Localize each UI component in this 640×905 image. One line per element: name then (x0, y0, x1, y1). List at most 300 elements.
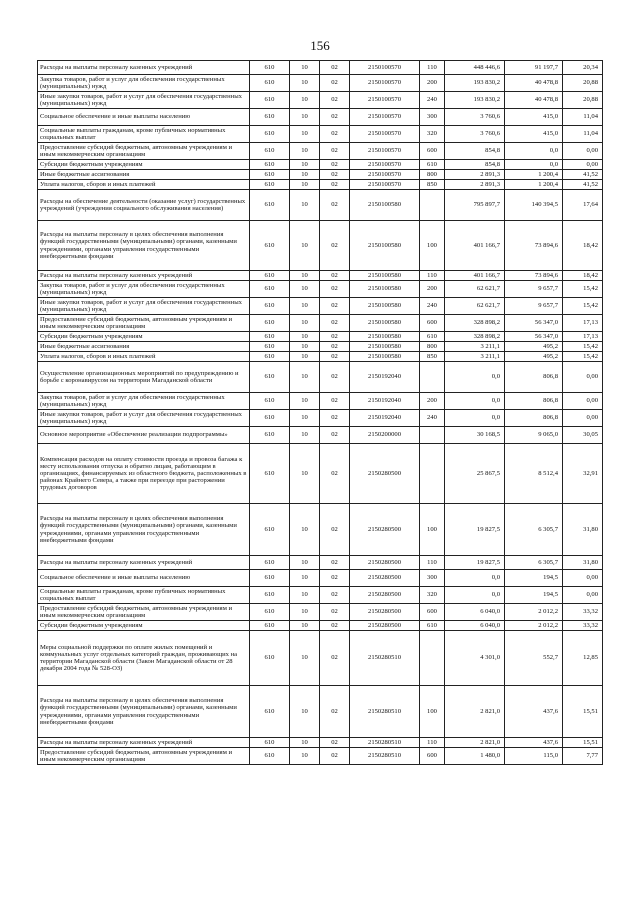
cell-target: 2150100570 (350, 126, 420, 143)
cell-subsection: 02 (320, 686, 350, 738)
cell-section: 10 (290, 298, 320, 315)
cell-name: Иные закупки товаров, работ и услуг для обеспечения государственных (муниципальных) нужд (38, 298, 250, 315)
cell-ministry: 610 (250, 281, 290, 298)
cell-plan: 328 898,2 (445, 315, 505, 332)
cell-section: 10 (290, 604, 320, 621)
cell-ministry: 610 (250, 170, 290, 180)
cell-section: 10 (290, 61, 320, 75)
cell-plan: 3 211,1 (445, 342, 505, 352)
table-row (38, 160, 603, 170)
cell-name: Субсидии бюджетным учреждениям (38, 332, 250, 342)
cell-percent: 17,13 (563, 315, 603, 332)
cell-actual: 9 657,7 (505, 281, 563, 298)
cell-target: 2150100580 (350, 298, 420, 315)
cell-name: Социальные выплаты гражданам, кроме публичных нормативных социальных выплат (38, 126, 250, 143)
page-number: 156 (310, 38, 330, 53)
cell-plan: 30 168,5 (445, 427, 505, 444)
cell-target: 2150100580 (350, 352, 420, 362)
cell-type: 100 (420, 221, 445, 271)
table-row (38, 315, 603, 332)
cell-section: 10 (290, 362, 320, 393)
cell-percent: 41,52 (563, 180, 603, 190)
cell-section: 10 (290, 686, 320, 738)
cell-section: 10 (290, 556, 320, 570)
cell-plan: 0,0 (445, 393, 505, 410)
cell-target: 2150100570 (350, 109, 420, 126)
cell-ministry: 610 (250, 271, 290, 281)
cell-name: Социальное обеспечение и иные выплаты населению (38, 570, 250, 587)
cell-percent: 31,80 (563, 504, 603, 556)
cell-type: 200 (420, 281, 445, 298)
cell-type: 240 (420, 298, 445, 315)
cell-actual: 91 197,7 (505, 61, 563, 75)
cell-actual: 415,0 (505, 126, 563, 143)
cell-type: 200 (420, 393, 445, 410)
cell-section: 10 (290, 109, 320, 126)
cell-target: 2150280500 (350, 504, 420, 556)
cell-ministry: 610 (250, 738, 290, 748)
cell-target: 2150100580 (350, 342, 420, 352)
cell-subsection: 02 (320, 393, 350, 410)
cell-actual: 495,2 (505, 352, 563, 362)
cell-target: 2150100580 (350, 315, 420, 332)
cell-percent: 41,52 (563, 170, 603, 180)
cell-target: 2150100580 (350, 281, 420, 298)
cell-subsection: 02 (320, 352, 350, 362)
cell-ministry: 610 (250, 556, 290, 570)
table-row (38, 332, 603, 342)
cell-percent: 15,42 (563, 281, 603, 298)
cell-percent: 15,42 (563, 352, 603, 362)
cell-section: 10 (290, 393, 320, 410)
cell-ministry: 610 (250, 126, 290, 143)
cell-type: 600 (420, 604, 445, 621)
table-row (38, 190, 603, 221)
cell-type: 100 (420, 686, 445, 738)
cell-target: 2150100580 (350, 271, 420, 281)
cell-plan: 3 211,1 (445, 352, 505, 362)
cell-section: 10 (290, 748, 320, 765)
cell-ministry: 610 (250, 143, 290, 160)
cell-type: 600 (420, 315, 445, 332)
cell-actual: 56 347,0 (505, 315, 563, 332)
cell-section: 10 (290, 281, 320, 298)
table-row (38, 109, 603, 126)
cell-subsection: 02 (320, 427, 350, 444)
cell-actual: 437,6 (505, 686, 563, 738)
cell-name: Предоставление субсидий бюджетным, автономным учреждениям и иным некоммерческим организациям (38, 315, 250, 332)
cell-plan: 448 446,6 (445, 61, 505, 75)
cell-actual: 9 657,7 (505, 298, 563, 315)
cell-actual: 495,2 (505, 342, 563, 352)
cell-plan: 854,8 (445, 143, 505, 160)
cell-name: Расходы на выплаты персоналу казенных учреждений (38, 271, 250, 281)
cell-section: 10 (290, 92, 320, 109)
cell-plan: 193 830,2 (445, 92, 505, 109)
cell-subsection: 02 (320, 281, 350, 298)
cell-target: 2150100570 (350, 75, 420, 92)
cell-section: 10 (290, 143, 320, 160)
cell-section: 10 (290, 332, 320, 342)
cell-plan: 6 040,0 (445, 621, 505, 631)
table-row (38, 631, 603, 686)
cell-actual: 0,0 (505, 160, 563, 170)
cell-subsection: 02 (320, 444, 350, 504)
cell-section: 10 (290, 160, 320, 170)
cell-ministry: 610 (250, 427, 290, 444)
table-row (38, 92, 603, 109)
cell-actual: 6 305,7 (505, 556, 563, 570)
cell-subsection: 02 (320, 298, 350, 315)
cell-type (420, 444, 445, 504)
cell-plan: 795 897,7 (445, 190, 505, 221)
table-row (38, 298, 603, 315)
cell-ministry: 610 (250, 221, 290, 271)
cell-type: 850 (420, 180, 445, 190)
cell-type: 100 (420, 504, 445, 556)
cell-plan: 0,0 (445, 410, 505, 427)
cell-name: Уплата налогов, сборов и иных платежей (38, 352, 250, 362)
cell-percent: 0,00 (563, 160, 603, 170)
table-row (38, 427, 603, 444)
cell-plan: 25 867,5 (445, 444, 505, 504)
cell-name: Предоставление субсидий бюджетным, автономным учреждениям и иным некоммерческим организациям (38, 604, 250, 621)
cell-target: 2150192040 (350, 393, 420, 410)
cell-plan: 401 166,7 (445, 221, 505, 271)
cell-subsection: 02 (320, 748, 350, 765)
cell-target: 2150280500 (350, 621, 420, 631)
cell-subsection: 02 (320, 410, 350, 427)
cell-actual: 8 512,4 (505, 444, 563, 504)
cell-type: 610 (420, 160, 445, 170)
cell-percent: 20,88 (563, 92, 603, 109)
cell-actual: 1 200,4 (505, 170, 563, 180)
cell-subsection: 02 (320, 92, 350, 109)
cell-ministry: 610 (250, 444, 290, 504)
cell-subsection: 02 (320, 190, 350, 221)
table-row (38, 342, 603, 352)
cell-ministry: 610 (250, 587, 290, 604)
table-row (38, 587, 603, 604)
cell-plan: 2 821,0 (445, 686, 505, 738)
cell-plan: 2 821,0 (445, 738, 505, 748)
cell-ministry: 610 (250, 61, 290, 75)
cell-target: 2150100580 (350, 190, 420, 221)
cell-target: 2150280500 (350, 556, 420, 570)
cell-name: Расходы на выплаты персоналу в целях обеспечения выполнения функций государственными (муниципальными) органами, казенными учреждениями, органами управления государственными внебюджетными фондами (38, 504, 250, 556)
cell-subsection: 02 (320, 587, 350, 604)
table-row (38, 352, 603, 362)
table-row (38, 748, 603, 765)
cell-actual: 194,5 (505, 587, 563, 604)
cell-subsection: 02 (320, 342, 350, 352)
cell-plan: 6 040,0 (445, 604, 505, 621)
cell-plan: 2 891,3 (445, 180, 505, 190)
cell-ministry: 610 (250, 332, 290, 342)
cell-name: Предоставление субсидий бюджетным, автономным учреждениям и иным некоммерческим организациям (38, 748, 250, 765)
cell-percent: 11,04 (563, 126, 603, 143)
cell-percent: 30,05 (563, 427, 603, 444)
cell-name: Социальные выплаты гражданам, кроме публичных нормативных социальных выплат (38, 587, 250, 604)
cell-percent: 0,00 (563, 143, 603, 160)
cell-type: 850 (420, 352, 445, 362)
cell-percent: 11,04 (563, 109, 603, 126)
cell-percent: 20,88 (563, 75, 603, 92)
cell-percent: 15,42 (563, 298, 603, 315)
cell-actual: 6 305,7 (505, 504, 563, 556)
cell-ministry: 610 (250, 75, 290, 92)
cell-ministry: 610 (250, 315, 290, 332)
cell-plan: 3 760,6 (445, 126, 505, 143)
cell-ministry: 610 (250, 109, 290, 126)
table-row (38, 738, 603, 748)
cell-name: Осуществление организационных мероприятий по предупреждению и борьбе с коронавирусом на территории Магаданской области (38, 362, 250, 393)
cell-type: 110 (420, 61, 445, 75)
cell-percent: 0,00 (563, 410, 603, 427)
cell-type: 320 (420, 587, 445, 604)
cell-target: 2150280500 (350, 444, 420, 504)
cell-target: 2150100570 (350, 143, 420, 160)
cell-percent: 0,00 (563, 393, 603, 410)
cell-target: 2150280510 (350, 686, 420, 738)
cell-plan: 1 480,0 (445, 748, 505, 765)
cell-section: 10 (290, 75, 320, 92)
cell-percent: 15,51 (563, 738, 603, 748)
cell-plan: 62 621,7 (445, 281, 505, 298)
cell-section: 10 (290, 631, 320, 686)
cell-subsection: 02 (320, 315, 350, 332)
cell-percent: 12,85 (563, 631, 603, 686)
cell-actual: 806,8 (505, 410, 563, 427)
cell-percent: 18,42 (563, 271, 603, 281)
cell-actual: 806,8 (505, 362, 563, 393)
cell-section: 10 (290, 444, 320, 504)
cell-name: Расходы на обеспечение деятельности (оказание услуг) государственных учреждений (учреждения социального обслуживания населения) (38, 190, 250, 221)
cell-actual: 73 894,6 (505, 271, 563, 281)
cell-target: 2150100570 (350, 160, 420, 170)
cell-actual: 73 894,6 (505, 221, 563, 271)
table-row (38, 570, 603, 587)
cell-plan: 2 891,3 (445, 170, 505, 180)
table-row (38, 271, 603, 281)
table-row (38, 504, 603, 556)
cell-actual: 40 478,8 (505, 92, 563, 109)
cell-subsection: 02 (320, 160, 350, 170)
cell-actual: 806,8 (505, 393, 563, 410)
cell-actual: 115,0 (505, 748, 563, 765)
cell-target: 2150100570 (350, 92, 420, 109)
cell-plan: 401 166,7 (445, 271, 505, 281)
cell-percent: 0,00 (563, 587, 603, 604)
cell-section: 10 (290, 352, 320, 362)
cell-target: 2150100580 (350, 332, 420, 342)
cell-target: 2150100580 (350, 221, 420, 271)
cell-name: Расходы на выплаты персоналу казенных учреждений (38, 738, 250, 748)
table-row (38, 170, 603, 180)
cell-plan: 854,8 (445, 160, 505, 170)
cell-subsection: 02 (320, 170, 350, 180)
cell-ministry: 610 (250, 570, 290, 587)
cell-type (420, 190, 445, 221)
cell-name: Расходы на выплаты персоналу казенных учреждений (38, 61, 250, 75)
table-row (38, 61, 603, 75)
table-row (38, 126, 603, 143)
cell-name: Предоставление субсидий бюджетным, автономным учреждениям и иным некоммерческим организациям (38, 143, 250, 160)
cell-actual: 437,6 (505, 738, 563, 748)
cell-target: 2150100570 (350, 170, 420, 180)
cell-type: 800 (420, 170, 445, 180)
cell-subsection: 02 (320, 221, 350, 271)
cell-percent: 17,13 (563, 332, 603, 342)
cell-actual: 0,0 (505, 143, 563, 160)
cell-type: 110 (420, 271, 445, 281)
table-row (38, 180, 603, 190)
cell-actual: 56 347,0 (505, 332, 563, 342)
cell-section: 10 (290, 170, 320, 180)
cell-ministry: 610 (250, 92, 290, 109)
cell-target: 2150280510 (350, 631, 420, 686)
cell-name: Иные бюджетные ассигнования (38, 342, 250, 352)
cell-actual: 2 012,2 (505, 604, 563, 621)
cell-type: 110 (420, 556, 445, 570)
cell-section: 10 (290, 621, 320, 631)
cell-name: Расходы на выплаты персоналу казенных учреждений (38, 556, 250, 570)
cell-subsection: 02 (320, 621, 350, 631)
cell-target: 2150100570 (350, 180, 420, 190)
cell-section: 10 (290, 126, 320, 143)
table-row (38, 281, 603, 298)
cell-section: 10 (290, 427, 320, 444)
table-row (38, 75, 603, 92)
cell-plan: 19 827,5 (445, 556, 505, 570)
cell-ministry: 610 (250, 190, 290, 221)
cell-percent: 20,34 (563, 61, 603, 75)
cell-ministry: 610 (250, 362, 290, 393)
cell-type: 300 (420, 570, 445, 587)
cell-target: 2150192040 (350, 362, 420, 393)
cell-target: 2150280500 (350, 570, 420, 587)
cell-target: 2150200000 (350, 427, 420, 444)
table-row (38, 621, 603, 631)
cell-subsection: 02 (320, 362, 350, 393)
cell-section: 10 (290, 180, 320, 190)
cell-subsection: 02 (320, 61, 350, 75)
cell-ministry: 610 (250, 342, 290, 352)
cell-ministry: 610 (250, 686, 290, 738)
cell-subsection: 02 (320, 631, 350, 686)
cell-subsection: 02 (320, 271, 350, 281)
table-row (38, 143, 603, 160)
cell-subsection: 02 (320, 180, 350, 190)
cell-name: Основное мероприятие «Обеспечение реализации подпрограммы» (38, 427, 250, 444)
cell-type: 300 (420, 109, 445, 126)
cell-name: Расходы на выплаты персоналу в целях обеспечения выполнения функций государственными (муниципальными) органами, казенными учреждениями, органами управления государственными внебюджетными фондами (38, 686, 250, 738)
cell-type: 600 (420, 748, 445, 765)
cell-ministry: 610 (250, 160, 290, 170)
cell-actual: 194,5 (505, 570, 563, 587)
cell-percent: 15,42 (563, 342, 603, 352)
cell-plan: 4 301,0 (445, 631, 505, 686)
cell-subsection: 02 (320, 75, 350, 92)
cell-actual: 552,7 (505, 631, 563, 686)
cell-plan: 0,0 (445, 362, 505, 393)
cell-plan: 62 621,7 (445, 298, 505, 315)
cell-actual: 2 012,2 (505, 621, 563, 631)
cell-type: 800 (420, 342, 445, 352)
cell-section: 10 (290, 271, 320, 281)
cell-name: Субсидии бюджетным учреждениям (38, 160, 250, 170)
cell-ministry: 610 (250, 180, 290, 190)
cell-percent: 0,00 (563, 570, 603, 587)
cell-percent: 7,77 (563, 748, 603, 765)
cell-subsection: 02 (320, 570, 350, 587)
cell-target: 2150280510 (350, 738, 420, 748)
budget-table (37, 60, 603, 765)
table-row (38, 393, 603, 410)
cell-percent: 32,91 (563, 444, 603, 504)
cell-percent: 31,80 (563, 556, 603, 570)
cell-plan: 0,0 (445, 570, 505, 587)
cell-target: 2150280500 (350, 587, 420, 604)
table-row (38, 556, 603, 570)
cell-ministry: 610 (250, 298, 290, 315)
cell-type (420, 631, 445, 686)
cell-percent: 15,51 (563, 686, 603, 738)
cell-ministry: 610 (250, 352, 290, 362)
cell-plan: 328 898,2 (445, 332, 505, 342)
cell-name: Закупка товаров, работ и услуг для обеспечения государственных (муниципальных) нужд (38, 281, 250, 298)
table-row (38, 410, 603, 427)
cell-target: 2150192040 (350, 410, 420, 427)
cell-section: 10 (290, 587, 320, 604)
cell-section: 10 (290, 410, 320, 427)
cell-name: Компенсация расходов на оплату стоимости проезда и провоза багажа к месту использования отпуска и обратно лицам, работающим в организациях, финансируемых из областного бюджета, расположенных в районах Крайнего Севера, а также при переезде при расторжении трудовых договоров (38, 444, 250, 504)
cell-name: Иные закупки товаров, работ и услуг для обеспечения государственных (муниципальных) нужд (38, 92, 250, 109)
cell-ministry: 610 (250, 621, 290, 631)
cell-type: 200 (420, 75, 445, 92)
table-row (38, 221, 603, 271)
cell-target: 2150280510 (350, 748, 420, 765)
cell-type (420, 427, 445, 444)
table-row (38, 444, 603, 504)
cell-ministry: 610 (250, 410, 290, 427)
cell-ministry: 610 (250, 504, 290, 556)
cell-type: 610 (420, 332, 445, 342)
cell-subsection: 02 (320, 332, 350, 342)
cell-name: Иные закупки товаров, работ и услуг для обеспечения государственных (муниципальных) нужд (38, 410, 250, 427)
cell-actual: 1 200,4 (505, 180, 563, 190)
cell-type: 240 (420, 410, 445, 427)
table-row (38, 604, 603, 621)
cell-plan: 193 830,2 (445, 75, 505, 92)
cell-ministry: 610 (250, 748, 290, 765)
cell-subsection: 02 (320, 504, 350, 556)
cell-percent: 17,64 (563, 190, 603, 221)
cell-name: Закупка товаров, работ и услуг для обеспечения государственных (муниципальных) нужд (38, 75, 250, 92)
cell-subsection: 02 (320, 143, 350, 160)
cell-percent: 18,42 (563, 221, 603, 271)
cell-section: 10 (290, 570, 320, 587)
cell-subsection: 02 (320, 109, 350, 126)
cell-type: 610 (420, 621, 445, 631)
cell-percent: 33,32 (563, 621, 603, 631)
cell-name: Иные бюджетные ассигнования (38, 170, 250, 180)
cell-name: Субсидии бюджетным учреждениям (38, 621, 250, 631)
cell-actual: 415,0 (505, 109, 563, 126)
cell-ministry: 610 (250, 604, 290, 621)
cell-name: Меры социальной поддержки по оплате жилых помещений и коммунальных услуг отдельных категорий граждан, проживающих на территории Магаданской области (Закон Магаданской области от 28 декабря 2004 года № 528-ОЗ) (38, 631, 250, 686)
cell-type: 320 (420, 126, 445, 143)
